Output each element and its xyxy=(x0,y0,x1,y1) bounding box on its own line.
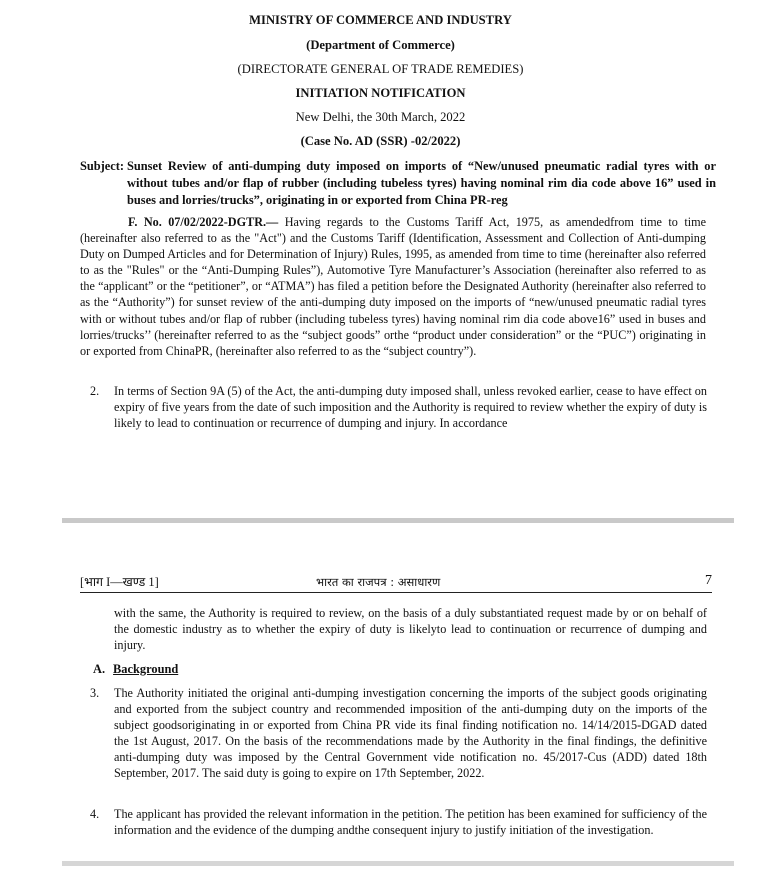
paragraph-2-continued: with the same, the Authority is required to review, on the basis of a duly substantiated request made by or on behalf of the domestic industry as to whether the expiry of duty is likelyto lead to continuation or recurrence of dumping and injury. xyxy=(114,606,707,653)
paragraph-1 xyxy=(80,214,706,359)
running-header-part: [भाग I—खण्ड 1] xyxy=(80,575,159,589)
paragraph-2-number: 2. xyxy=(90,384,100,398)
subject-block xyxy=(80,158,716,209)
running-header xyxy=(80,574,712,593)
paragraph-4-text: The applicant has provided the relevant information in the petition. The petition has been examined for sufficiency of the information and the evidence of the dumping andthe consequent injury to justify initiation of the investigation. xyxy=(114,807,707,838)
paragraph-2-text: In terms of Section 9A (5) of the Act, the anti-dumping duty imposed shall, unless revoked earlier, cease to have effect on expiry of five years from the date of such imposition and the Authority is required to review whether the expiry of duty is likely to lead to continuation or recurrence of dumping and injury. In accordance xyxy=(114,384,707,431)
notification-title: INITIATION NOTIFICATION xyxy=(295,86,466,100)
paragraph-4-number: 4. xyxy=(90,807,100,821)
section-a-letter: A. xyxy=(93,662,106,676)
directorate-heading: (DIRECTORATE GENERAL OF TRADE REMEDIES) xyxy=(237,62,524,76)
file-number: F. No. 07/02/2022-DGTR.— xyxy=(128,215,279,229)
subject-text: Sunset Review of anti-dumping duty imposed on imports of “New/unused pneumatic radial tyres with or without tubes and/or flap of rubber (including tubeless tyres) having nominal rim dia code above 16” used in buses and lorries/trucks”, originating in or exported from China PR-reg xyxy=(127,159,716,207)
ministry-heading: MINISTRY OF COMMERCE AND INDUSTRY xyxy=(249,13,512,27)
page-separator xyxy=(62,518,734,523)
department-heading: (Department of Commerce) xyxy=(306,38,455,52)
running-header-title: भारत का राजपत्र : असाधारण xyxy=(316,575,441,589)
paragraph-1-text: Having regards to the Customs Tariff Act, 1975, as amendedfrom time to time (hereinafter also referred to as the "Act") and the Customs Tariff (Identification, Assessment and Collection of Anti-dumping Duty on Dumped Articles and for Determination of Injury) Rules, 1995, as amended from time to time (hereinafter also referred to as the "Rules" or the “Anti-Dumping Rules”), Automotive Tyre Manufacturer’s Association (hereinafter also referred to as the “applicant” or the “petitioner”, or “ATMA”) has filed a petition before the Designated Authority (hereinafter also referred to as the “Authority”) for sunset review of the anti-dumping duty imposed on the imports of “new/unused pneumatic radial tyres with or without tubes and/or flap of rubber (including tubeless tyres) having nominal rim dia code above16” used in buses and lorries/trucks’’ (hereinafter referred to as the “subject goods” orthe “product under consideration” or the “PUC”) originating in or exported from ChinaPR, (hereinafter also referred to as the “subject country”). xyxy=(80,215,707,358)
date-line: New Delhi, the 30th March, 2022 xyxy=(295,110,466,124)
case-number: (Case No. AD (SSR) -02/2022) xyxy=(300,134,461,148)
page-number: 7 xyxy=(705,573,712,588)
bottom-page-edge xyxy=(62,861,734,866)
section-a-heading xyxy=(93,661,178,677)
section-a-title: Background xyxy=(113,662,179,676)
paragraph-3-text: The Authority initiated the original anti-dumping investigation concerning the imports of the subject goods originating and exported from the subject country and recommended imposition of the anti-dumping duty on the imports of the subject goodsoriginating in or exported from China PR vide its final finding notification no. 14/14/2015-DGAD dated the 1st August, 2017. On the basis of the recommendations made by the Authority in the final findings, the definitive anti-dumping duty was imposed by the Central Government vide notification no. 45/2017-Cus (ADD) dated 18th September, 2017. The said duty is going to expire on 17th September, 2022. xyxy=(114,686,707,781)
paragraph-3-number: 3. xyxy=(90,686,100,700)
subject-label: Subject: xyxy=(80,159,125,173)
